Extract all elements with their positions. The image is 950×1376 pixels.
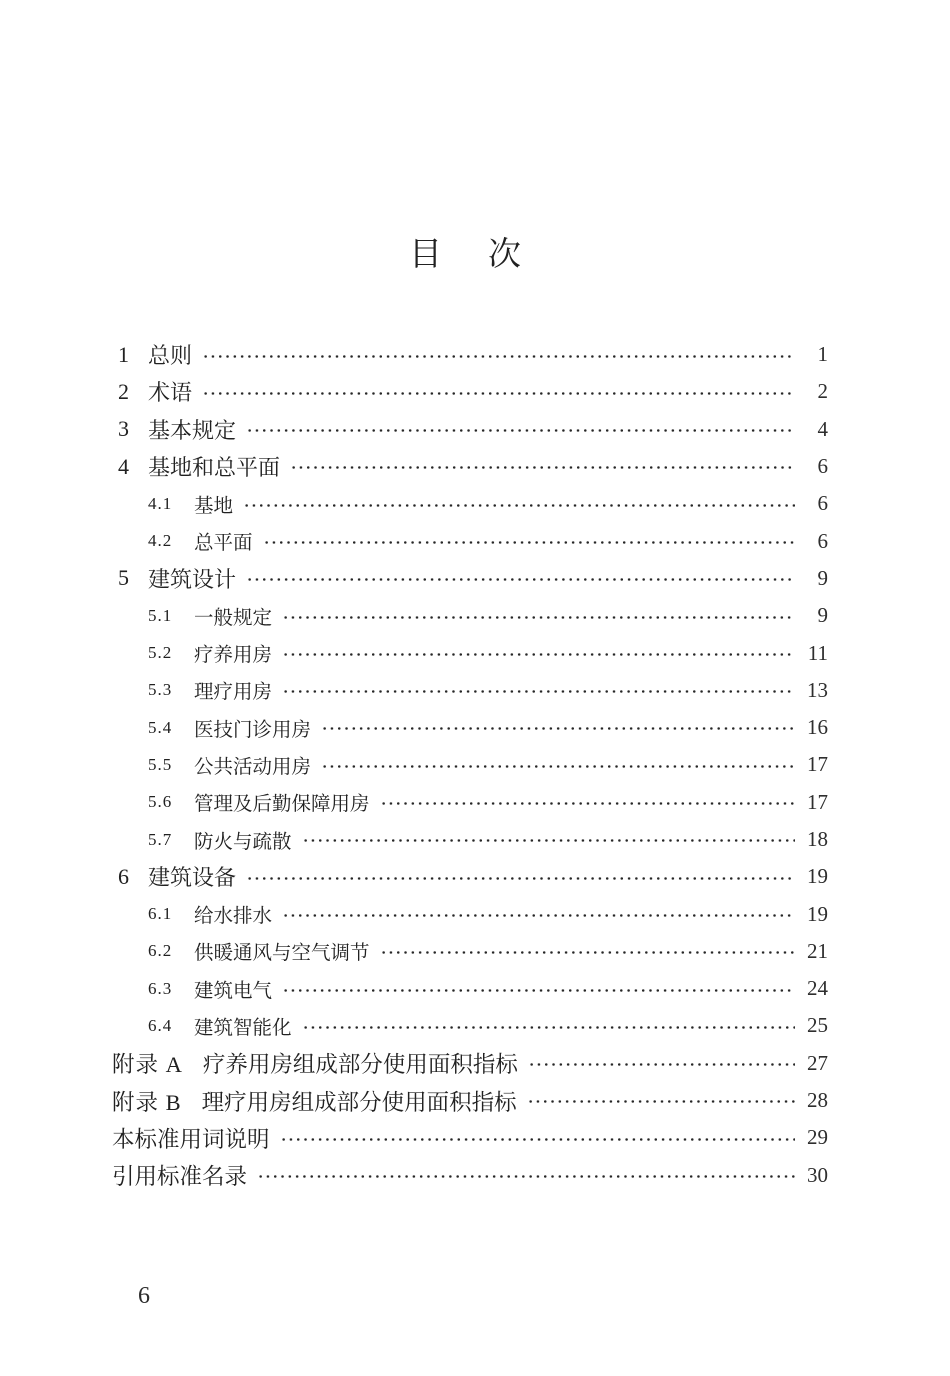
toc-entry-page: 1 (817, 342, 828, 367)
toc-entry-page: 19 (807, 864, 828, 889)
dot-leader (243, 485, 795, 522)
toc-entry-label: 术语 (148, 380, 193, 406)
toc-entry (112, 709, 828, 746)
toc-entry-page: 24 (807, 976, 828, 1001)
toc-entry (112, 411, 828, 448)
toc-entry-page: 13 (807, 677, 828, 702)
toc-entry (112, 672, 828, 709)
toc-entry-number: 6 (118, 863, 130, 889)
toc-entry-number: 1 (118, 341, 130, 367)
toc-entry (112, 1119, 828, 1156)
toc-entry-page: 6 (817, 528, 828, 553)
toc-entry (112, 597, 828, 634)
dot-leader (528, 1045, 795, 1082)
toc-entry-label: 公共活动用房 (194, 756, 312, 778)
toc-entry (112, 1082, 828, 1119)
toc-entry (112, 1045, 828, 1082)
toc-entry-label: 给水排水 (194, 906, 273, 928)
dot-leader (282, 634, 795, 671)
toc-entry-number: 5.4 (148, 717, 173, 737)
dot-leader (380, 933, 795, 970)
toc-entry-number: 6.1 (148, 904, 173, 924)
dot-leader (280, 1119, 795, 1156)
toc-entry-page: 9 (817, 603, 828, 628)
dot-leader (282, 970, 795, 1007)
toc-entry-number: 4.2 (148, 531, 173, 551)
dot-leader (246, 858, 795, 895)
toc-entry-label: 建筑智能化 (194, 1017, 292, 1039)
page-title-char-1: 目 (409, 237, 442, 273)
toc-entry-label: 本标准用词说明 (112, 1126, 270, 1152)
toc-entry-label: 建筑设备 (148, 865, 237, 891)
toc-entry-label: 建筑设计 (148, 566, 237, 592)
toc-entry-label: 基地和总平面 (148, 455, 281, 481)
toc-entry-number: 5.7 (148, 829, 173, 849)
toc-entry-page: 9 (817, 565, 828, 590)
toc-entry-page: 11 (807, 640, 828, 665)
toc-entry (112, 858, 828, 895)
toc-entry-number: 附录 B (112, 1089, 182, 1115)
dot-leader (527, 1082, 795, 1119)
toc-entry (112, 373, 828, 410)
footer-page-number: 6 (138, 1283, 150, 1309)
toc-entry-label: 管理及后勤保障用房 (194, 794, 370, 816)
toc-entry-number: 6.4 (148, 1015, 173, 1035)
toc-entry-label: 基地 (194, 495, 234, 517)
toc-entry-page: 30 (807, 1162, 828, 1187)
toc-entry-number: 6.3 (148, 978, 173, 998)
dot-leader (202, 336, 795, 373)
toc-entry-page: 19 (807, 901, 828, 926)
toc-entry-page: 17 (807, 789, 828, 814)
toc-entry-page: 6 (817, 454, 828, 479)
page-title-char-2: 次 (488, 237, 521, 273)
toc-entry-label: 医技门诊用房 (194, 719, 312, 741)
toc-entry-number: 6.2 (148, 941, 173, 961)
toc-entry (112, 560, 828, 597)
dot-leader (380, 784, 795, 821)
toc-entry (112, 634, 828, 671)
dot-leader (290, 448, 795, 485)
dot-leader (321, 746, 795, 783)
toc-entry-number: 5.5 (148, 754, 173, 774)
toc-entry-number: 5.3 (148, 680, 173, 700)
toc-entry-page: 21 (807, 938, 828, 963)
toc-entry-label: 供暖通风与空气调节 (194, 943, 370, 965)
toc-entry-page: 29 (807, 1125, 828, 1150)
toc-entry-number: 2 (118, 378, 130, 404)
toc-entry-number: 4 (118, 453, 130, 479)
toc-entry-number: 5.1 (148, 605, 173, 625)
toc-entry (112, 746, 828, 783)
toc-entry-label: 疗养用房组成部分使用面积指标 (202, 1052, 518, 1078)
dot-leader (282, 597, 795, 634)
toc-entry (112, 336, 828, 373)
toc-entry-number: 5.2 (148, 643, 173, 663)
toc-entry (112, 485, 828, 522)
toc-entry (112, 821, 828, 858)
dot-leader (321, 709, 795, 746)
toc-entry-page: 25 (807, 1013, 828, 1038)
toc-entry-page: 27 (807, 1050, 828, 1075)
toc-entry-label: 防火与疏散 (194, 831, 292, 853)
dot-leader (246, 411, 795, 448)
toc-entry-number: 附录 A (112, 1052, 183, 1078)
toc-entry-number: 4.1 (148, 493, 173, 513)
dot-leader (263, 522, 795, 559)
toc-entry-label: 基本规定 (148, 417, 237, 443)
toc-entry (112, 1007, 828, 1044)
dot-leader (302, 1007, 795, 1044)
toc-entry-page: 2 (817, 379, 828, 404)
toc-entry (112, 448, 828, 485)
toc-entry-number: 5 (118, 565, 130, 591)
toc-entry (112, 970, 828, 1007)
toc-entry-number: 3 (118, 416, 130, 442)
dot-leader (246, 560, 795, 597)
toc-entry (112, 933, 828, 970)
toc-entry-label: 总则 (148, 343, 193, 369)
toc-entry-page: 18 (807, 827, 828, 851)
toc-entry-label: 理疗用房 (194, 682, 273, 704)
toc-entry-label: 一般规定 (194, 607, 273, 629)
dot-leader (282, 672, 795, 709)
toc-entry-label: 总平面 (194, 533, 253, 555)
toc-entry-label: 引用标准名录 (112, 1164, 248, 1190)
toc-entry-label: 理疗用房组成部分使用面积指标 (201, 1089, 517, 1115)
toc-entry-page: 4 (817, 416, 828, 441)
page-title (0, 236, 940, 274)
toc-entry (112, 784, 828, 821)
dot-leader (282, 895, 795, 932)
toc-entry-page: 28 (807, 1088, 828, 1113)
toc-list (112, 336, 828, 1194)
toc-entry (112, 895, 828, 932)
dot-leader (302, 821, 795, 858)
toc-entry (112, 522, 828, 559)
toc-entry-label: 疗养用房 (194, 645, 273, 667)
dot-leader (202, 373, 795, 410)
dot-leader (257, 1157, 795, 1194)
toc-entry (112, 1157, 828, 1194)
toc-entry-page: 17 (807, 752, 828, 777)
toc-entry-number: 5.6 (148, 792, 173, 812)
toc-entry-page: 6 (817, 491, 828, 516)
toc-entry-page: 16 (807, 715, 828, 740)
toc-entry-label: 建筑电气 (194, 980, 273, 1002)
